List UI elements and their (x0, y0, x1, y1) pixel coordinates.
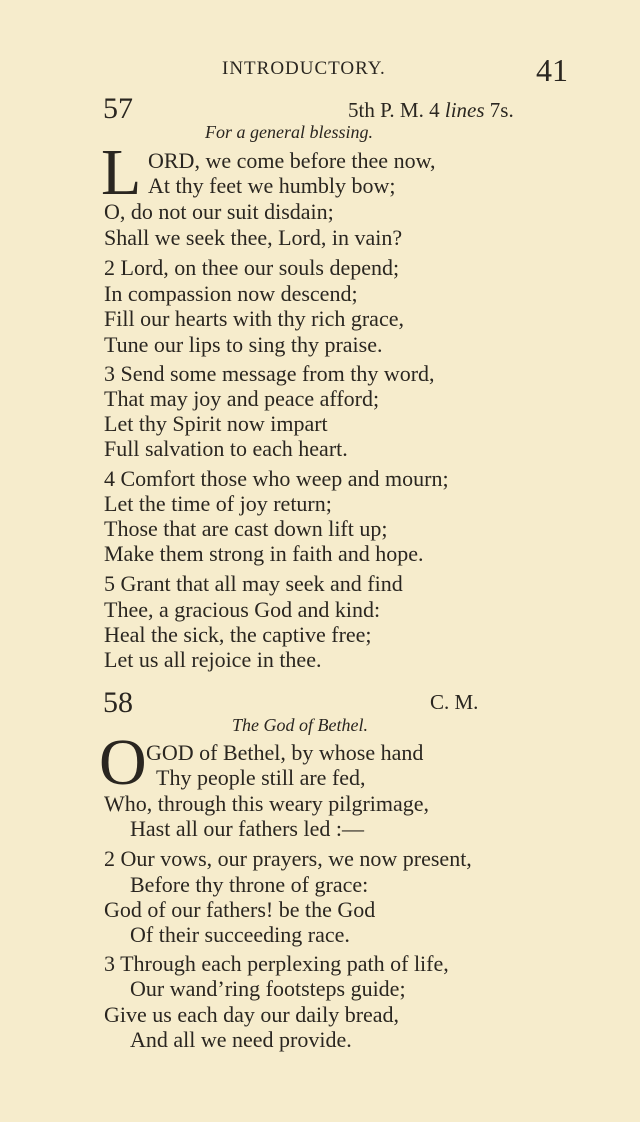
verse-line: 3 Through each perplexing path of life, (104, 951, 449, 976)
verse-line: Thee, a gracious God and kind: (104, 597, 381, 622)
hymn-meter-58: C. M. (430, 690, 479, 714)
verse-line: 2 Our vows, our prayers, we now present, (104, 846, 472, 871)
verse-line: Of their succeeding race. (130, 922, 350, 947)
hymn-number-57: 57 (103, 92, 133, 125)
verse-line: Our wand’ring footsteps guide; (130, 976, 406, 1001)
verse-line: Fill our hearts with thy rich grace, (104, 306, 404, 331)
verse-line: Let the time of joy return; (104, 491, 332, 516)
verse-line: Before thy throne of grace: (130, 872, 369, 897)
verse-line: Who, through this weary pilgrimage, (104, 791, 430, 816)
verse-line: O, do not our suit disdain; (104, 199, 334, 224)
dropcap-57: L (101, 136, 142, 209)
verse-line: Shall we seek thee, Lord, in vain? (104, 225, 403, 250)
hymn-meter-57: 5th P. M. 4 lines 7s. (348, 98, 514, 122)
verse-line: That may joy and peace afford; (104, 386, 380, 411)
verse-line: GOD of Bethel, by whose hand (146, 740, 424, 765)
verse-line: Let us all rejoice in thee. (104, 647, 322, 672)
verse-line: 3 Send some message from thy word, (104, 361, 435, 386)
hymn-number-58: 58 (103, 686, 133, 719)
verse-line: Give us each day our daily bread, (104, 1002, 400, 1027)
verse-line: 5 Grant that all may seek and find (104, 571, 403, 596)
verse-line: God of our fathers! be the God (104, 897, 376, 922)
verse-line: Those that are cast down lift up; (104, 516, 388, 541)
page-number: 41 (536, 52, 568, 88)
verse-line: 4 Comfort those who weep and mourn; (104, 466, 449, 491)
verse-line: ORD, we come before thee now, (148, 148, 436, 173)
verse-line: Thy people still are fed, (156, 765, 366, 790)
dropcap-58: O (99, 726, 147, 799)
hymn-subtitle-57: For a general blessing. (205, 122, 373, 142)
running-head: INTRODUCTORY. (222, 58, 386, 79)
verse-line: 2 Lord, on thee our souls depend; (104, 255, 400, 280)
verse-line: At thy feet we humbly bow; (148, 173, 396, 198)
verse-line: In compassion now descend; (104, 281, 358, 306)
verse-line: Make them strong in faith and hope. (104, 541, 424, 566)
verse-line: Full salvation to each heart. (104, 436, 348, 461)
hymn-subtitle-58: The God of Bethel. (232, 715, 368, 735)
verse-line: Hast all our fathers led :— (130, 816, 364, 841)
verse-line: And all we need provide. (130, 1027, 352, 1052)
verse-line: Let thy Spirit now impart (104, 411, 328, 436)
verse-line: Heal the sick, the captive free; (104, 622, 372, 647)
verse-line: Tune our lips to sing thy praise. (104, 332, 383, 357)
